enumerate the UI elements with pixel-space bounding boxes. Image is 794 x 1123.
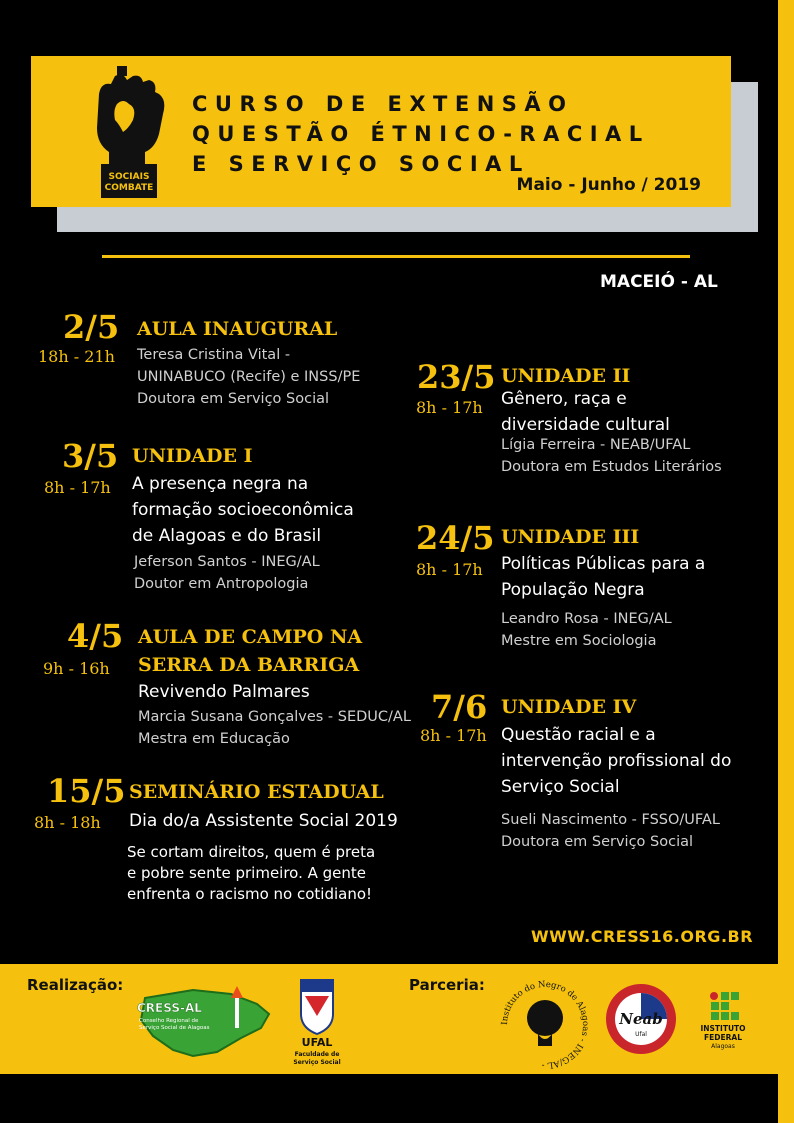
neab-logo-icon	[604, 982, 678, 1056]
header-panel	[31, 56, 731, 207]
event-date: 15/5	[47, 772, 126, 810]
event-topic	[501, 722, 731, 800]
event-speaker-info	[134, 551, 320, 595]
topic-line: Gênero, raça e	[501, 389, 627, 409]
topic-line: Serviço Social	[501, 777, 620, 797]
event-speaker-info	[501, 809, 720, 853]
motto-line: Se cortam direitos, quem é preta	[127, 843, 376, 861]
info-line: UNINABUCO (Recife) e INSS/PE	[137, 369, 361, 385]
neab-sub: Ufal	[635, 1031, 647, 1038]
event-speaker-info	[501, 608, 672, 652]
ineg-ring-text: Instituto do Negro de Alagoas - INEG/AL -	[499, 979, 591, 1071]
event-title: UNIDADE II	[501, 365, 631, 387]
topic-line: A presença negra na	[132, 474, 309, 494]
info-line: Doutor em Antropologia	[134, 576, 309, 592]
neab-name: Neab	[619, 1010, 663, 1028]
cress-name: CRESS-AL	[137, 1001, 202, 1015]
topic-line: Dia do/a Assistente Social 2019	[129, 811, 398, 831]
event-time: 9h - 16h	[43, 659, 110, 678]
event-title: AULA INAUGURAL	[137, 318, 338, 340]
title-line: AULA DE CAMPO NA	[138, 626, 363, 648]
event-date: 3/5	[62, 437, 119, 475]
event-time: 18h - 21h	[38, 347, 115, 366]
motto-line: e pobre sente primeiro. A gente	[127, 864, 367, 882]
event-title: UNIDADE I	[132, 445, 253, 467]
ineg-logo-icon	[498, 978, 592, 1072]
city-label: MACEIÓ - AL	[600, 272, 718, 292]
realizacao-label: Realização:	[27, 976, 124, 994]
info-line: Doutora em Estudos Literários	[501, 459, 722, 475]
info-line: Mestra em Educação	[138, 731, 290, 747]
event-date: 7/6	[431, 688, 488, 726]
event-title: UNIDADE III	[501, 526, 640, 548]
event-topic	[129, 808, 398, 834]
event-time: 8h - 17h	[416, 398, 483, 417]
cress-al-logo-icon	[133, 980, 273, 1060]
info-line: Teresa Cristina Vital -	[137, 347, 291, 363]
ufal-name: UFAL	[301, 1036, 333, 1049]
svg-text:SOCIAIS: SOCIAIS	[108, 172, 150, 182]
topic-line: Políticas Públicas para a	[501, 554, 706, 574]
event-title: UNIDADE IV	[501, 696, 637, 718]
title-line: SERRA DA BARRIGA	[138, 654, 360, 676]
info-line: Doutora em Serviço Social	[501, 834, 694, 850]
event-speaker-info	[501, 434, 722, 478]
info-line: Marcia Susana Gonçalves - SEDUC/AL	[138, 709, 411, 725]
parceria-label: Parceria:	[409, 976, 485, 994]
info-line: Sueli Nascimento - FSSO/UFAL	[501, 812, 720, 828]
cress-sub-2: Serviço Social de Alagoas	[139, 1025, 210, 1031]
course-title	[192, 89, 650, 179]
info-line: Lígia Ferreira - NEAB/UFAL	[501, 437, 691, 453]
event-title	[138, 623, 362, 679]
motto-line: enfrenta o racismo no cotidiano!	[127, 885, 373, 903]
event-topic	[501, 551, 705, 603]
ufal-sub-1: Faculdade de	[294, 1051, 340, 1058]
topic-line: formação socioeconômica	[132, 500, 354, 520]
event-speaker-info	[137, 344, 360, 410]
title-line-1: CURSO DE EXTENSÃO	[192, 92, 574, 116]
ifal-line-2: FEDERAL	[704, 1033, 742, 1042]
info-line: Leandro Rosa - INEG/AL	[501, 611, 672, 627]
topic-line: de Alagoas e do Brasil	[132, 526, 322, 546]
title-line-3: E SERVIÇO SOCIAL	[192, 152, 530, 176]
event-motto	[127, 842, 375, 905]
course-period: Maio - Junho / 2019	[516, 175, 701, 195]
ifal-line-3: Alagoas	[711, 1043, 735, 1050]
right-accent-strip	[778, 0, 794, 1123]
event-speaker-info	[138, 706, 411, 750]
website-link[interactable]: WWW.CRESS16.ORG.BR	[531, 927, 754, 946]
event-time: 8h - 17h	[416, 560, 483, 579]
event-time: 8h - 18h	[34, 813, 101, 832]
divider-line	[102, 255, 690, 258]
info-line: Doutora em Serviço Social	[137, 391, 330, 407]
topic-line: População Negra	[501, 580, 645, 600]
event-topic	[138, 679, 310, 705]
ifal-logo-icon	[696, 990, 750, 1050]
cress-sub-1: Conselho Regional de	[139, 1018, 199, 1024]
event-date: 23/5	[417, 358, 496, 396]
event-date: 24/5	[416, 519, 495, 557]
event-time: 8h - 17h	[420, 726, 487, 745]
title-line-2: QUESTÃO ÉTNICO-RACIAL	[192, 122, 650, 146]
event-title: SEMINÁRIO ESTADUAL	[129, 781, 384, 803]
event-date: 2/5	[63, 308, 120, 346]
footer-bar	[0, 964, 794, 1074]
topic-line: Questão racial e a	[501, 725, 656, 745]
event-date: 4/5	[67, 617, 124, 655]
topic-line: Revivendo Palmares	[138, 682, 310, 702]
event-time: 8h - 17h	[44, 478, 111, 497]
ufal-logo-icon	[287, 976, 347, 1068]
info-line: Jeferson Santos - INEG/AL	[134, 554, 320, 570]
ifal-line-1: INSTITUTO	[700, 1024, 746, 1033]
topic-line: diversidade cultural	[501, 415, 670, 435]
svg-text:COMBATE: COMBATE	[104, 183, 154, 193]
raised-fist-logo-icon	[79, 64, 179, 200]
topic-line: intervenção profissional do	[501, 751, 732, 771]
event-topic	[501, 386, 670, 438]
info-line: Mestre em Sociologia	[501, 633, 657, 649]
event-topic	[132, 471, 354, 549]
ufal-sub-2: Serviço Social	[293, 1059, 341, 1066]
